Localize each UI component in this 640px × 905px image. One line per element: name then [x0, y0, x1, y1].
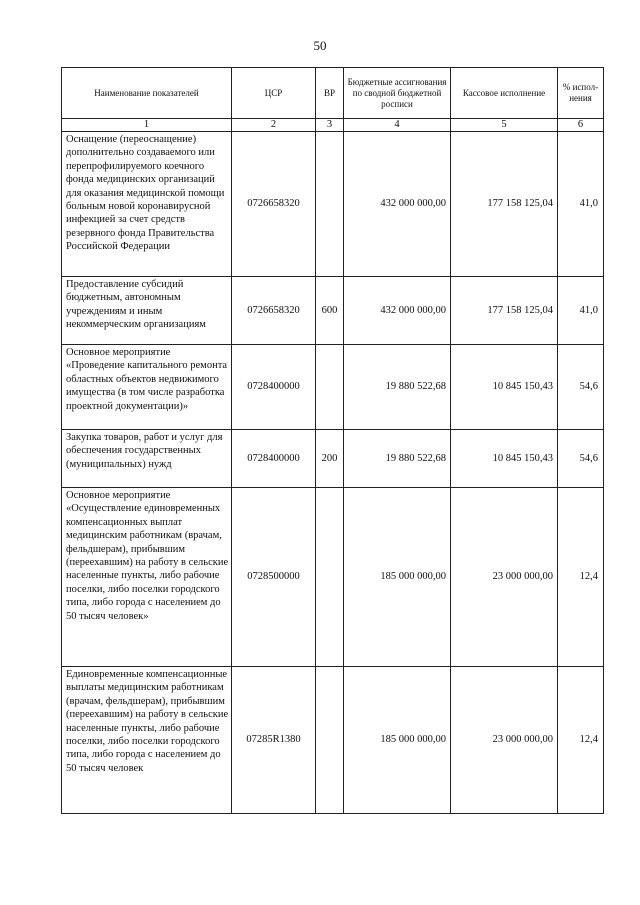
row-csr: 07285R1380 [232, 667, 316, 814]
row-percent: 41,0 [558, 132, 604, 277]
header-cash: Кассовое исполнение [451, 68, 558, 119]
column-number: 3 [316, 119, 344, 132]
row-csr: 0728400000 [232, 345, 316, 430]
row-vr [316, 132, 344, 277]
row-name: Основное мероприятие «Проведение капитального ремонта областных объектов недвижимого имущества (в том числе разработка проектной документации)» [62, 345, 232, 430]
table-row [62, 430, 604, 488]
row-percent: 54,6 [558, 430, 604, 488]
header-percent: % испол-нения [558, 68, 604, 119]
column-number: 4 [344, 119, 451, 132]
row-name: Закупка товаров, работ и услуг для обеспечения государственных (муниципальных) нужд [62, 430, 232, 488]
header-name: Наименование показателей [62, 68, 232, 119]
row-percent: 12,4 [558, 488, 604, 667]
row-cash: 10 845 150,43 [451, 345, 558, 430]
row-budget: 185 000 000,00 [344, 667, 451, 814]
column-number: 5 [451, 119, 558, 132]
header-vr: ВР [316, 68, 344, 119]
row-cash: 10 845 150,43 [451, 430, 558, 488]
row-budget: 19 880 522,68 [344, 345, 451, 430]
column-number: 2 [232, 119, 316, 132]
row-percent: 12,4 [558, 667, 604, 814]
row-csr: 0728400000 [232, 430, 316, 488]
row-csr: 0726658320 [232, 277, 316, 345]
row-name: Основное мероприятие «Осуществление единовременных компенсационных выплат медицинским работникам (врачам, фельдшерам), прибывшим (переехавшим) на работу в сельские населенные пункты, либо рабочие поселки, либо поселки городского типа, либо города с населением до 50 тысяч человек» [62, 488, 232, 667]
table-header-row [62, 68, 604, 119]
column-number-row [62, 119, 604, 132]
row-cash: 177 158 125,04 [451, 132, 558, 277]
row-vr [316, 488, 344, 667]
row-csr: 0726658320 [232, 132, 316, 277]
row-budget: 185 000 000,00 [344, 488, 451, 667]
table-row [62, 277, 604, 345]
row-budget: 432 000 000,00 [344, 132, 451, 277]
table-row [62, 132, 604, 277]
row-cash: 23 000 000,00 [451, 488, 558, 667]
row-vr [316, 667, 344, 814]
row-percent: 41,0 [558, 277, 604, 345]
row-cash: 177 158 125,04 [451, 277, 558, 345]
row-budget: 432 000 000,00 [344, 277, 451, 345]
table-row [62, 488, 604, 667]
table-row [62, 667, 604, 814]
budget-execution-table [61, 67, 604, 814]
row-vr: 200 [316, 430, 344, 488]
row-vr [316, 345, 344, 430]
row-name: Оснащение (переоснащение) дополнительно создаваемого или перепрофилируемого коечного фонда медицинских организаций для оказания медицинской помощи больным новой коронавирусной инфекцией за счет средств резервного фонда Правительства Российской Федерации [62, 132, 232, 277]
row-name: Единовременные компенсационные выплаты медицинским работникам (врачам, фельдшерам), прибывшим (переехавшим) на работу в сельские населенные пункты, либо рабочие поселки, либо поселки городского типа, либо города с населением до 50 тысяч человек [62, 667, 232, 814]
row-cash: 23 000 000,00 [451, 667, 558, 814]
header-csr: ЦСР [232, 68, 316, 119]
table-row [62, 345, 604, 430]
column-number: 6 [558, 119, 604, 132]
row-name: Предоставление субсидий бюджетным, автономным учреждениям и иным некоммерческим организациям [62, 277, 232, 345]
row-budget: 19 880 522,68 [344, 430, 451, 488]
page-number: 50 [313, 38, 327, 53]
row-percent: 54,6 [558, 345, 604, 430]
row-csr: 0728500000 [232, 488, 316, 667]
header-budget: Бюджетные ассигнования по сводной бюджетной росписи [344, 68, 451, 119]
row-vr: 600 [316, 277, 344, 345]
column-number: 1 [62, 119, 232, 132]
